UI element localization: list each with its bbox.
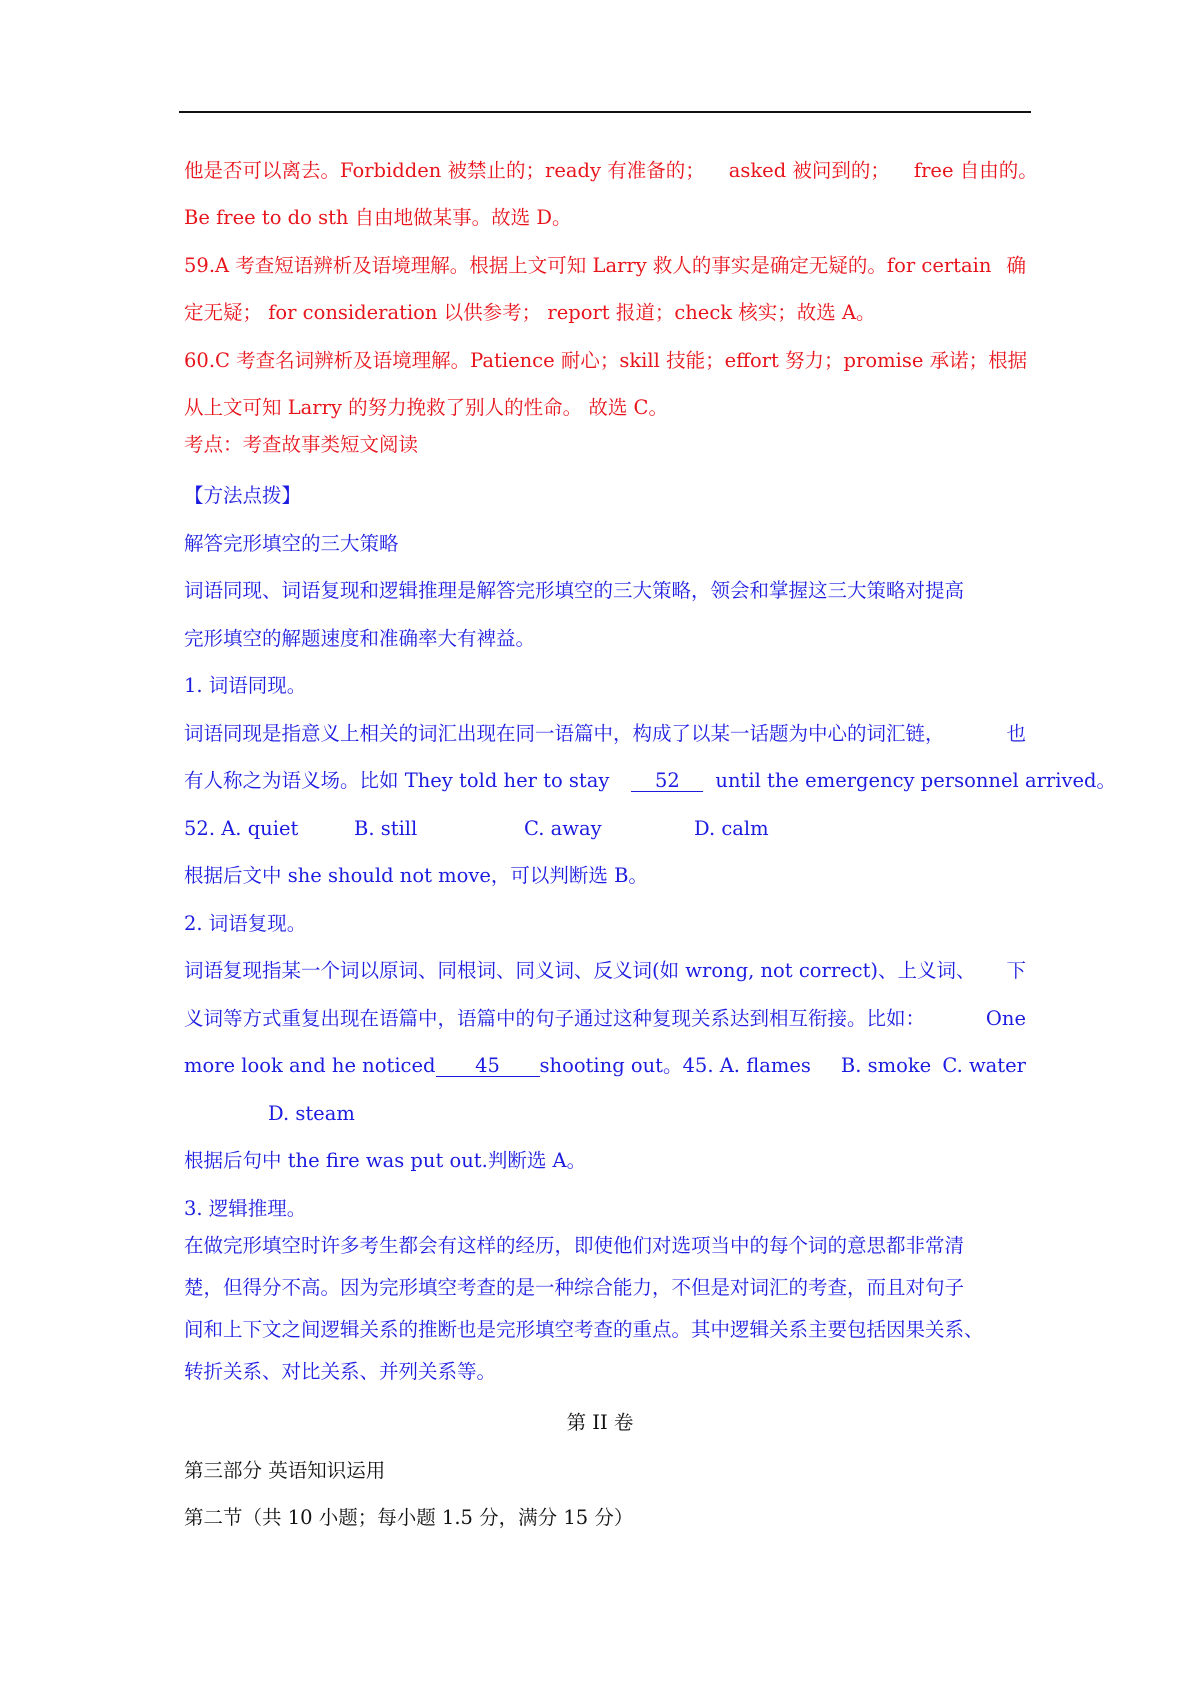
test-point: 考点：考查故事类短文阅读 <box>184 433 419 456</box>
strategy-1-line-1: 词语同现是指意义上相关的词汇出现在同一语篇中，构成了以某一话题为中心的词汇链， 也 <box>184 722 1026 745</box>
intro-line-2: 完形填空的解题速度和准确率大有裨益。 <box>184 627 536 650</box>
strategy-2-title: 2. 词语复现。 <box>184 912 307 935</box>
explanation-line-1: 他是否可以离去。Forbidden 被禁止的；ready 有准备的； asked 被问到的； free 自由的。 <box>184 159 1038 182</box>
intro-line-1: 词语同现、词语复现和逻辑推理是解答完形填空的三大策略，领会和掌握这三大策略对提高 <box>184 579 965 602</box>
section-title: 第二节（共 10 小题；每小题 1.5 分，满分 15 分） <box>184 1506 634 1529</box>
strategy-2-line-2: 义词等方式重复出现在语篇中，语篇中的句子通过这种复现关系达到相互衔接。比如： One <box>184 1007 1026 1030</box>
blank-45: 45 <box>436 1056 540 1077</box>
option-45-c: C. water <box>942 1054 1026 1077</box>
strategy-2-answer: 根据后句中 the fire was put out.判断选 A。 <box>184 1149 587 1172</box>
strategy-3-line-4: 转折关系、对比关系、并列关系等。 <box>184 1360 497 1383</box>
option-45-d: D. steam <box>268 1102 355 1125</box>
option-45-b: B. smoke <box>840 1054 932 1077</box>
strategy-3-line-2: 楚，但得分不高。因为完形填空考查的是一种综合能力，不但是对词汇的考查，而且对句子 <box>184 1276 965 1299</box>
strategy-2-line-1: 词语复现指某一个词以原词、同根词、同义词、反义词(如 wrong, not correct)、上义词、 下 <box>184 959 1026 982</box>
option-52-d: D. calm <box>694 817 769 840</box>
question-52-options <box>184 819 769 839</box>
explanation-q60-line-1: 60.C 考查名词辨析及语境理解。Patience 耐心；skill 技能；effort 努力；promise 承诺； 根据 <box>184 349 1028 372</box>
strategy-3-title: 3. 逻辑推理。 <box>184 1197 307 1220</box>
volume-title: 第 II 卷 <box>566 1411 634 1434</box>
part-title: 第三部分 英语知识运用 <box>184 1459 386 1482</box>
strategy-3-line-1: 在做完形填空时许多考生都会有这样的经历，即使他们对选项当中的每个词的意思都非常清 <box>184 1234 965 1257</box>
header-rule <box>179 111 1031 113</box>
option-52-b: B. still <box>354 817 418 840</box>
explanation-q59-line-1: 59.A 考查短语辨析及语境理解。根据上文可知 Larry 救人的事实是确定无疑的。for certain 确 <box>184 254 1026 277</box>
strategy-1-title: 1. 词语同现。 <box>184 674 307 697</box>
method-heading: 【方法点拨】 <box>184 484 302 507</box>
strategy-3-line-3: 间和上下文之间逻辑关系的推断也是完形填空考查的重点。其中逻辑关系主要包括因果关系、 <box>184 1318 984 1341</box>
strategy-1-line-2: 有人称之为语义场。比如 They told her to stay 52 until the emergency personnel arrived。 <box>184 769 1117 792</box>
blank-52: 52 <box>631 771 703 792</box>
explanation-q60-line-2: 从上文可知 Larry 的努力挽救了别人的性命。 故选 C。 <box>184 396 668 419</box>
explanation-line-2: Be free to do sth 自由地做某事。故选 D。 <box>184 206 572 229</box>
strategy-title: 解答完形填空的三大策略 <box>184 532 399 555</box>
strategy-2-line-3: more look and he noticed 45 shooting out。45. A. flames B. smoke C. water <box>184 1054 1026 1077</box>
option-52-c: C. away <box>524 817 602 840</box>
option-52-a: 52. A. quiet <box>184 817 299 840</box>
strategy-1-answer: 根据后文中 she should not move，可以判断选 B。 <box>184 864 648 887</box>
explanation-q59-line-2: 定无疑； for consideration 以供参考； report 报道；check 核实；故选 A。 <box>184 301 876 324</box>
